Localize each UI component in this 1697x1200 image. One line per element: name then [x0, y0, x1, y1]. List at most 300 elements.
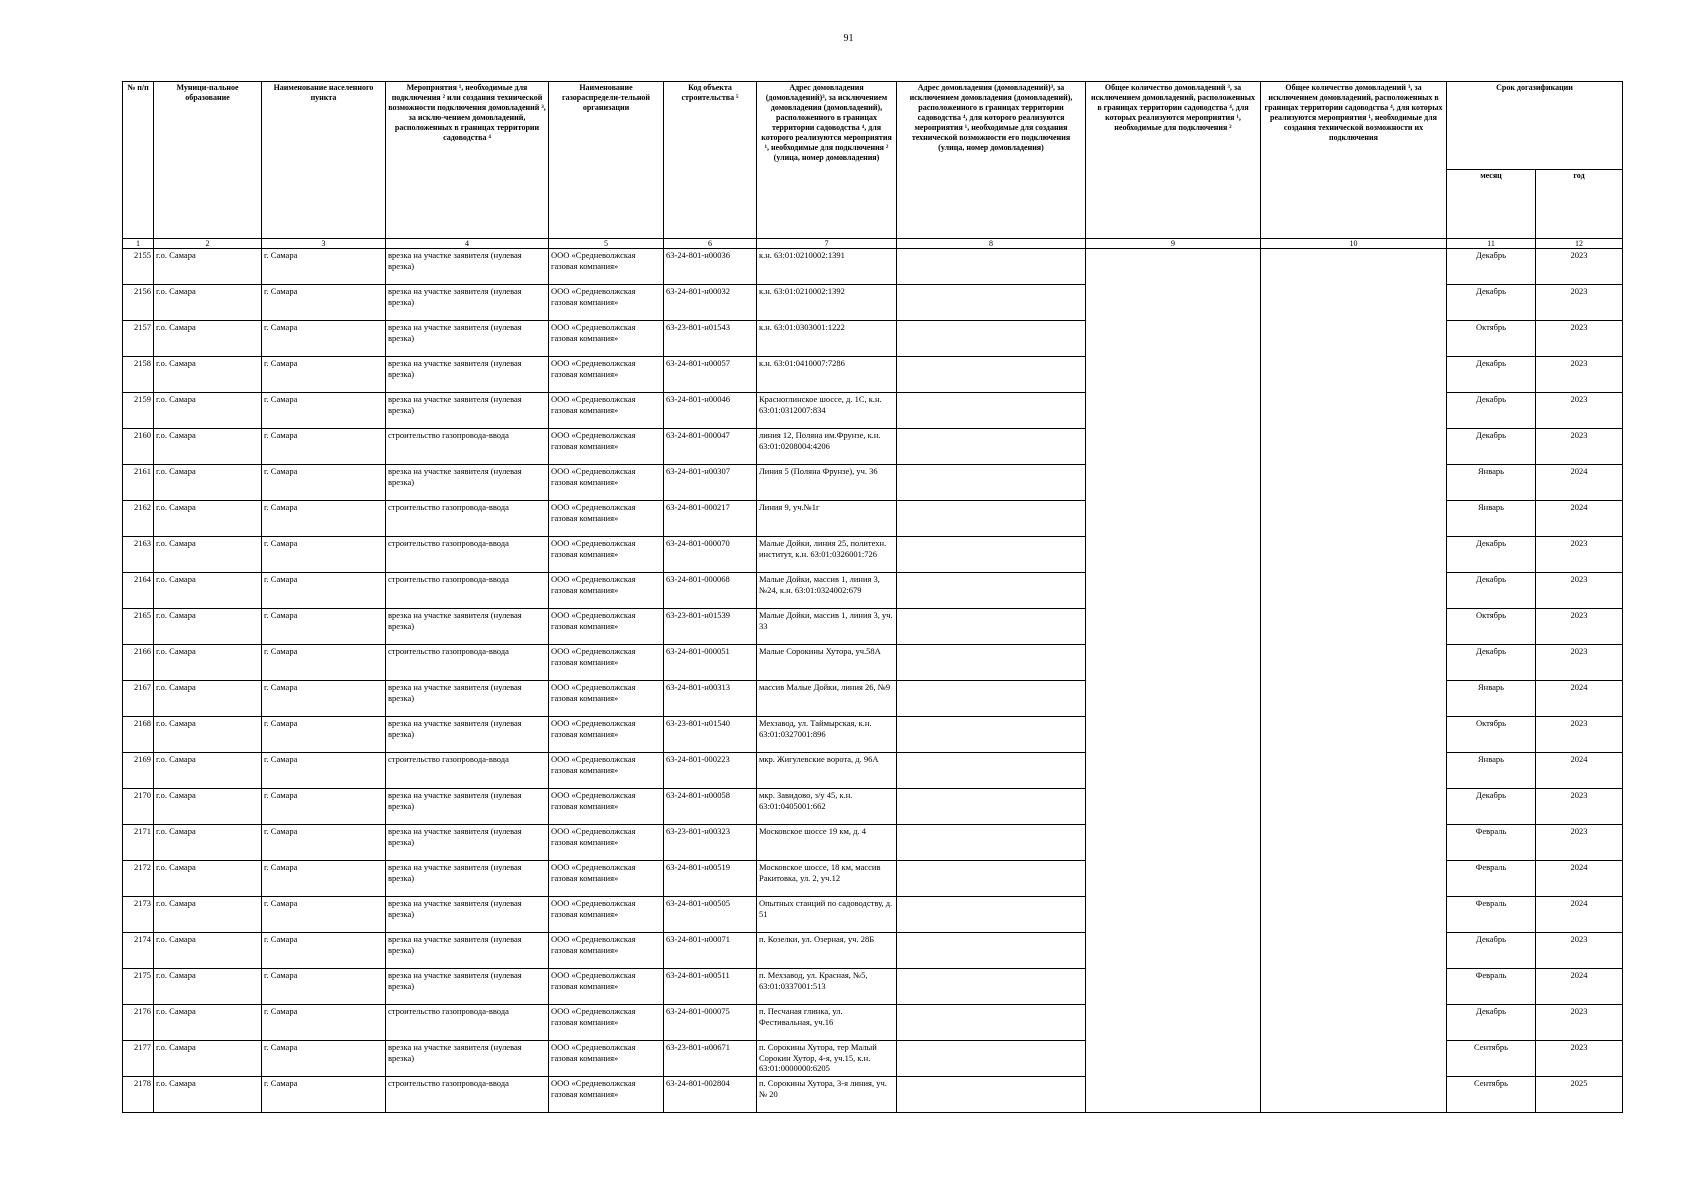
cell-address-capability [897, 933, 1086, 969]
cell-object-code: 63-23-801-н01543 [664, 321, 757, 357]
cell-year: 2024 [1536, 861, 1623, 897]
cell-organization: ООО «Средневолжская газовая компания» [549, 645, 664, 681]
cell-event: врезка на участке заявителя (нулевая врезка) [386, 897, 549, 933]
column-number: 5 [549, 239, 664, 249]
header-col-deadline: Срок догазификации [1447, 82, 1623, 170]
column-number: 12 [1536, 239, 1623, 249]
cell-locality: г. Самара [262, 393, 386, 429]
cell-number: 2172 [123, 861, 154, 897]
cell-object-code: 63-24-801-000051 [664, 645, 757, 681]
column-number: 6 [664, 239, 757, 249]
table-row [123, 717, 1623, 753]
cell-number: 2156 [123, 285, 154, 321]
cell-organization: ООО «Средневолжская газовая компания» [549, 681, 664, 717]
cell-number: 2170 [123, 789, 154, 825]
cell-object-code: 63-24-801-000223 [664, 753, 757, 789]
cell-organization: ООО «Средневолжская газовая компания» [549, 321, 664, 357]
cell-address: Московское шоссе, 18 км, массив Ракитовка, ул. 2, уч.12 [757, 861, 897, 897]
page-number: 91 [843, 33, 854, 44]
cell-locality: г. Самара [262, 357, 386, 393]
table-row [123, 789, 1623, 825]
cell-organization: ООО «Средневолжская газовая компания» [549, 537, 664, 573]
cell-address: Опытных станций по садоводству, д. 51 [757, 897, 897, 933]
cell-count-connection [1086, 825, 1261, 861]
cell-object-code: 63-23-801-н01539 [664, 609, 757, 645]
header-col-count-capability: Общее количество домовладений ³, за исключением домовладений, расположенных в границах территории садоводства ⁴, для которых реализуются мероприятия ¹, необходимые для создания технической возможности их подключения [1261, 82, 1447, 239]
cell-month: Январь [1447, 753, 1536, 789]
cell-event: врезка на участке заявителя (нулевая врезка) [386, 393, 549, 429]
cell-year: 2024 [1536, 897, 1623, 933]
cell-year: 2023 [1536, 537, 1623, 573]
cell-count-connection [1086, 321, 1261, 357]
cell-object-code: 63-24-801-000217 [664, 501, 757, 537]
header-col-month: месяц [1447, 170, 1536, 239]
header-col-number: № п/п [123, 82, 154, 239]
cell-organization: ООО «Средневолжская газовая компания» [549, 1005, 664, 1041]
cell-municipality: г.о. Самара [154, 537, 262, 573]
table-row [123, 537, 1623, 573]
cell-count-connection [1086, 609, 1261, 645]
cell-event: врезка на участке заявителя (нулевая врезка) [386, 681, 549, 717]
cell-count-connection [1086, 285, 1261, 321]
cell-locality: г. Самара [262, 573, 386, 609]
cell-month: Декабрь [1447, 645, 1536, 681]
cell-organization: ООО «Средневолжская газовая компания» [549, 573, 664, 609]
cell-number: 2171 [123, 825, 154, 861]
cell-month: Октябрь [1447, 717, 1536, 753]
cell-locality: г. Самара [262, 645, 386, 681]
cell-number: 2164 [123, 573, 154, 609]
cell-object-code: 63-24-801-н00307 [664, 465, 757, 501]
cell-address-capability [897, 609, 1086, 645]
cell-municipality: г.о. Самара [154, 321, 262, 357]
cell-organization: ООО «Средневолжская газовая компания» [549, 609, 664, 645]
table-row [123, 321, 1623, 357]
cell-count-connection [1086, 249, 1261, 285]
cell-year: 2023 [1536, 285, 1623, 321]
cell-address-capability [897, 969, 1086, 1005]
cell-municipality: г.о. Самара [154, 789, 262, 825]
cell-count-connection [1086, 717, 1261, 753]
cell-municipality: г.о. Самара [154, 1077, 262, 1113]
cell-count-connection [1086, 537, 1261, 573]
cell-event: врезка на участке заявителя (нулевая врезка) [386, 861, 549, 897]
cell-municipality: г.о. Самара [154, 861, 262, 897]
cell-municipality: г.о. Самара [154, 897, 262, 933]
cell-address-capability [897, 1041, 1086, 1077]
cell-address: Красноглинское шоссе, д. 1С, к.н. 63:01:0312007:834 [757, 393, 897, 429]
cell-organization: ООО «Средневолжская газовая компания» [549, 465, 664, 501]
cell-number: 2168 [123, 717, 154, 753]
cell-number: 2160 [123, 429, 154, 465]
cell-year: 2023 [1536, 429, 1623, 465]
header-col-count-connection: Общее количество домовладений ³, за исключением домовладений, расположенных в границах территории садоводства ⁴, для которых реализуются мероприятия ¹, необходимые для подключения ² [1086, 82, 1261, 239]
cell-year: 2023 [1536, 573, 1623, 609]
cell-count-capability [1261, 285, 1447, 321]
cell-year: 2024 [1536, 969, 1623, 1005]
cell-count-capability [1261, 645, 1447, 681]
cell-number: 2159 [123, 393, 154, 429]
cell-number: 2163 [123, 537, 154, 573]
cell-organization: ООО «Средневолжская газовая компания» [549, 861, 664, 897]
cell-year: 2025 [1536, 1077, 1623, 1113]
cell-address: линия 12, Поляна им.Фрунзе, к.н. 63:01:0208004:4206 [757, 429, 897, 465]
cell-count-connection [1086, 393, 1261, 429]
cell-municipality: г.о. Самара [154, 609, 262, 645]
cell-month: Декабрь [1447, 933, 1536, 969]
cell-organization: ООО «Средневолжская газовая компания» [549, 753, 664, 789]
column-number: 10 [1261, 239, 1447, 249]
header-col-object-code: Код объекта строительства ⁵ [664, 82, 757, 239]
table-row [123, 573, 1623, 609]
cell-address-capability [897, 825, 1086, 861]
cell-event: врезка на участке заявителя (нулевая врезка) [386, 609, 549, 645]
cell-municipality: г.о. Самара [154, 393, 262, 429]
table-row [123, 969, 1623, 1005]
cell-locality: г. Самара [262, 681, 386, 717]
cell-municipality: г.о. Самара [154, 501, 262, 537]
cell-count-capability [1261, 537, 1447, 573]
cell-number: 2175 [123, 969, 154, 1005]
cell-count-connection [1086, 1077, 1261, 1113]
cell-municipality: г.о. Самара [154, 969, 262, 1005]
cell-month: Октябрь [1447, 321, 1536, 357]
table-row [123, 861, 1623, 897]
cell-address: мкр. Завидово, з/у 45, к.н. 63:01:0405001:662 [757, 789, 897, 825]
cell-year: 2023 [1536, 1005, 1623, 1041]
cell-count-capability [1261, 573, 1447, 609]
cell-event: строительство газопровода-ввода [386, 1005, 549, 1041]
cell-number: 2166 [123, 645, 154, 681]
cell-month: Сентябрь [1447, 1077, 1536, 1113]
cell-address: Малые Дойки, массив 1, линия 3, №24, к.н. 63:01:0324002:679 [757, 573, 897, 609]
table-row [123, 1077, 1623, 1113]
cell-year: 2023 [1536, 249, 1623, 285]
table-row [123, 429, 1623, 465]
cell-month: Декабрь [1447, 429, 1536, 465]
cell-year: 2023 [1536, 1041, 1623, 1077]
cell-address: п. Козелки, ул. Озерная, уч. 28Б [757, 933, 897, 969]
cell-count-connection [1086, 429, 1261, 465]
cell-count-capability [1261, 681, 1447, 717]
column-number: 11 [1447, 239, 1536, 249]
cell-address-capability [897, 321, 1086, 357]
cell-address: Мехзавод, ул. Таймырская, к.н. 63:01:0327001:896 [757, 717, 897, 753]
cell-locality: г. Самара [262, 321, 386, 357]
cell-address: к.н. 63:01:0303001:1222 [757, 321, 897, 357]
cell-address: Московское шоссе 19 км, д. 4 [757, 825, 897, 861]
cell-event: врезка на участке заявителя (нулевая врезка) [386, 321, 549, 357]
cell-locality: г. Самара [262, 897, 386, 933]
cell-count-capability [1261, 789, 1447, 825]
cell-event: врезка на участке заявителя (нулевая врезка) [386, 285, 549, 321]
cell-month: Декабрь [1447, 393, 1536, 429]
cell-year: 2024 [1536, 681, 1623, 717]
cell-count-connection [1086, 753, 1261, 789]
cell-month: Февраль [1447, 825, 1536, 861]
cell-municipality: г.о. Самара [154, 681, 262, 717]
cell-municipality: г.о. Самара [154, 645, 262, 681]
cell-month: Сентябрь [1447, 1041, 1536, 1077]
cell-event: строительство газопровода-ввода [386, 537, 549, 573]
cell-month: Февраль [1447, 969, 1536, 1005]
table-row [123, 753, 1623, 789]
cell-event: врезка на участке заявителя (нулевая врезка) [386, 825, 549, 861]
cell-object-code: 63-24-801-000075 [664, 1005, 757, 1041]
cell-object-code: 63-24-801-н00057 [664, 357, 757, 393]
cell-address-capability [897, 573, 1086, 609]
cell-address-capability [897, 1077, 1086, 1113]
cell-event: врезка на участке заявителя (нулевая врезка) [386, 357, 549, 393]
cell-month: Январь [1447, 501, 1536, 537]
cell-count-capability [1261, 897, 1447, 933]
cell-month: Декабрь [1447, 537, 1536, 573]
cell-municipality: г.о. Самара [154, 933, 262, 969]
cell-locality: г. Самара [262, 789, 386, 825]
table-row [123, 897, 1623, 933]
cell-count-capability [1261, 717, 1447, 753]
cell-object-code: 63-24-801-002804 [664, 1077, 757, 1113]
cell-organization: ООО «Средневолжская газовая компания» [549, 285, 664, 321]
cell-address: Малые Сорокины Хутора, уч.58А [757, 645, 897, 681]
cell-organization: ООО «Средневолжская газовая компания» [549, 249, 664, 285]
table-row [123, 501, 1623, 537]
table-row [123, 645, 1623, 681]
cell-address: п. Сорокины Хутора, 3-я линия, уч.№ 20 [757, 1077, 897, 1113]
cell-municipality: г.о. Самара [154, 465, 262, 501]
cell-event: врезка на участке заявителя (нулевая врезка) [386, 1041, 549, 1077]
cell-event: врезка на участке заявителя (нулевая врезка) [386, 465, 549, 501]
header-col-locality: Наименование населенного пункта [262, 82, 386, 239]
cell-address: мкр. Жигулевские ворота, д. 96А [757, 753, 897, 789]
cell-number: 2174 [123, 933, 154, 969]
cell-count-connection [1086, 501, 1261, 537]
cell-number: 2178 [123, 1077, 154, 1113]
cell-count-capability [1261, 249, 1447, 285]
cell-count-connection [1086, 645, 1261, 681]
table-row [123, 249, 1623, 285]
cell-count-connection [1086, 573, 1261, 609]
table-row [123, 465, 1623, 501]
cell-event: строительство газопровода-ввода [386, 753, 549, 789]
cell-object-code: 63-23-801-н00671 [664, 1041, 757, 1077]
cell-address-capability [897, 789, 1086, 825]
cell-locality: г. Самара [262, 501, 386, 537]
cell-object-code: 63-24-801-н00071 [664, 933, 757, 969]
cell-object-code: 63-24-801-н00058 [664, 789, 757, 825]
cell-municipality: г.о. Самара [154, 285, 262, 321]
cell-address: к.н. 63:01:0210002:1391 [757, 249, 897, 285]
cell-object-code: 63-24-801-н00505 [664, 897, 757, 933]
cell-address-capability [897, 681, 1086, 717]
cell-municipality: г.о. Самара [154, 1005, 262, 1041]
cell-object-code: 63-24-801-000047 [664, 429, 757, 465]
cell-count-connection [1086, 789, 1261, 825]
cell-organization: ООО «Средневолжская газовая компания» [549, 1041, 664, 1077]
column-number: 2 [154, 239, 262, 249]
cell-address-capability [897, 285, 1086, 321]
column-number: 7 [757, 239, 897, 249]
cell-event: врезка на участке заявителя (нулевая врезка) [386, 933, 549, 969]
cell-event: врезка на участке заявителя (нулевая врезка) [386, 969, 549, 1005]
cell-count-connection [1086, 465, 1261, 501]
cell-year: 2023 [1536, 357, 1623, 393]
header-col-year: год [1536, 170, 1623, 239]
cell-month: Январь [1447, 465, 1536, 501]
cell-count-capability [1261, 825, 1447, 861]
cell-locality: г. Самара [262, 825, 386, 861]
cell-month: Декабрь [1447, 789, 1536, 825]
cell-locality: г. Самара [262, 753, 386, 789]
cell-count-connection [1086, 861, 1261, 897]
table-row [123, 681, 1623, 717]
cell-organization: ООО «Средневолжская газовая компания» [549, 1077, 664, 1113]
cell-year: 2024 [1536, 753, 1623, 789]
cell-count-capability [1261, 393, 1447, 429]
cell-organization: ООО «Средневолжская газовая компания» [549, 429, 664, 465]
cell-locality: г. Самара [262, 429, 386, 465]
cell-address: п. Песчаная глинка, ул. Фестивальная, уч.16 [757, 1005, 897, 1041]
column-number: 1 [123, 239, 154, 249]
cell-month: Декабрь [1447, 249, 1536, 285]
cell-event: строительство газопровода-ввода [386, 501, 549, 537]
cell-year: 2023 [1536, 609, 1623, 645]
table-header [123, 82, 1623, 249]
cell-number: 2157 [123, 321, 154, 357]
table-row [123, 393, 1623, 429]
cell-number: 2177 [123, 1041, 154, 1077]
column-number-row [123, 239, 1623, 249]
cell-address-capability [897, 1005, 1086, 1041]
cell-event: врезка на участке заявителя (нулевая врезка) [386, 249, 549, 285]
cell-address-capability [897, 861, 1086, 897]
cell-year: 2023 [1536, 717, 1623, 753]
cell-address-capability [897, 249, 1086, 285]
cell-number: 2161 [123, 465, 154, 501]
cell-municipality: г.о. Самара [154, 249, 262, 285]
cell-organization: ООО «Средневолжская газовая компания» [549, 969, 664, 1005]
cell-count-capability [1261, 465, 1447, 501]
cell-year: 2023 [1536, 789, 1623, 825]
cell-locality: г. Самара [262, 537, 386, 573]
cell-locality: г. Самара [262, 1005, 386, 1041]
cell-count-capability [1261, 609, 1447, 645]
cell-address-capability [897, 429, 1086, 465]
cell-count-capability [1261, 969, 1447, 1005]
cell-month: Декабрь [1447, 1005, 1536, 1041]
header-col-events: Мероприятия ¹, необходимые для подключения ² или создания технической возможности подключения домовладений ³, за исклю-чением домовладений, расположенных в границах территории садоводства ⁴ [386, 82, 549, 239]
cell-locality: г. Самара [262, 285, 386, 321]
cell-month: Октябрь [1447, 609, 1536, 645]
table-body [123, 249, 1623, 1113]
table-row [123, 609, 1623, 645]
header-col-organization: Наименование газораспредели-тельной организации [549, 82, 664, 239]
cell-municipality: г.о. Самара [154, 753, 262, 789]
cell-locality: г. Самара [262, 933, 386, 969]
header-col-address-capability: Адрес домовладения (домовладений)³, за исключением домовладения (домовладений), расположенного в границах территории садоводства ⁴, для которого реализуются мероприятия ¹, необходимые для создания технической возможности его подключения (улица, номер домовладения) [897, 82, 1086, 239]
cell-object-code: 63-24-801-н00313 [664, 681, 757, 717]
header-col-address-connection: Адрес домовладения (домовладений)³, за исключением домовладения (домовладений), расположенного в границах территории садоводства ⁴, для которого реализуются мероприятия ¹, необходимые для подключения ² (улица, номер домовладения) [757, 82, 897, 239]
cell-count-capability [1261, 753, 1447, 789]
cell-object-code: 63-23-801-н01540 [664, 717, 757, 753]
cell-count-capability [1261, 357, 1447, 393]
cell-locality: г. Самара [262, 609, 386, 645]
cell-locality: г. Самара [262, 1041, 386, 1077]
cell-number: 2173 [123, 897, 154, 933]
cell-organization: ООО «Средневолжская газовая компания» [549, 717, 664, 753]
cell-address: к.н. 63:01:0210002:1392 [757, 285, 897, 321]
cell-year: 2023 [1536, 321, 1623, 357]
cell-count-capability [1261, 321, 1447, 357]
cell-address-capability [897, 357, 1086, 393]
cell-object-code: 63-24-801-н00519 [664, 861, 757, 897]
cell-address: массив Малые Дойки, линия 26, №9 [757, 681, 897, 717]
table-row [123, 1041, 1623, 1077]
cell-count-capability [1261, 1077, 1447, 1113]
cell-locality: г. Самара [262, 465, 386, 501]
column-number: 8 [897, 239, 1086, 249]
cell-count-capability [1261, 429, 1447, 465]
cell-municipality: г.о. Самара [154, 825, 262, 861]
cell-number: 2176 [123, 1005, 154, 1041]
cell-count-capability [1261, 501, 1447, 537]
cell-object-code: 63-24-801-000068 [664, 573, 757, 609]
cell-address-capability [897, 897, 1086, 933]
table-row [123, 933, 1623, 969]
cell-address-capability [897, 501, 1086, 537]
table-row [123, 1005, 1623, 1041]
cell-count-connection [1086, 681, 1261, 717]
cell-address: Линия 9, уч.№1г [757, 501, 897, 537]
cell-locality: г. Самара [262, 717, 386, 753]
cell-number: 2162 [123, 501, 154, 537]
cell-address-capability [897, 465, 1086, 501]
cell-municipality: г.о. Самара [154, 573, 262, 609]
cell-count-connection [1086, 1005, 1261, 1041]
cell-address-capability [897, 537, 1086, 573]
cell-count-capability [1261, 1005, 1447, 1041]
cell-count-capability [1261, 861, 1447, 897]
cell-count-connection [1086, 897, 1261, 933]
cell-organization: ООО «Средневолжская газовая компания» [549, 825, 664, 861]
table-row [123, 825, 1623, 861]
cell-municipality: г.о. Самара [154, 357, 262, 393]
cell-number: 2169 [123, 753, 154, 789]
cell-address-capability [897, 753, 1086, 789]
cell-address-capability [897, 393, 1086, 429]
cell-year: 2023 [1536, 825, 1623, 861]
cell-number: 2158 [123, 357, 154, 393]
cell-organization: ООО «Средневолжская газовая компания» [549, 789, 664, 825]
cell-municipality: г.о. Самара [154, 429, 262, 465]
cell-month: Январь [1447, 681, 1536, 717]
cell-address: п. Мехзавод, ул. Красная, №5, 63:01:0337001:513 [757, 969, 897, 1005]
column-number: 3 [262, 239, 386, 249]
cell-year: 2024 [1536, 465, 1623, 501]
cell-locality: г. Самара [262, 249, 386, 285]
cell-organization: ООО «Средневолжская газовая компания» [549, 897, 664, 933]
cell-number: 2167 [123, 681, 154, 717]
gasification-table [122, 81, 1623, 1113]
cell-locality: г. Самара [262, 1077, 386, 1113]
cell-address: Линия 5 (Поляна Фрунзе), уч. 36 [757, 465, 897, 501]
cell-count-connection [1086, 933, 1261, 969]
cell-object-code: 63-24-801-н00046 [664, 393, 757, 429]
cell-event: врезка на участке заявителя (нулевая врезка) [386, 789, 549, 825]
column-number: 9 [1086, 239, 1261, 249]
table-row [123, 357, 1623, 393]
cell-object-code: 63-24-801-н00036 [664, 249, 757, 285]
